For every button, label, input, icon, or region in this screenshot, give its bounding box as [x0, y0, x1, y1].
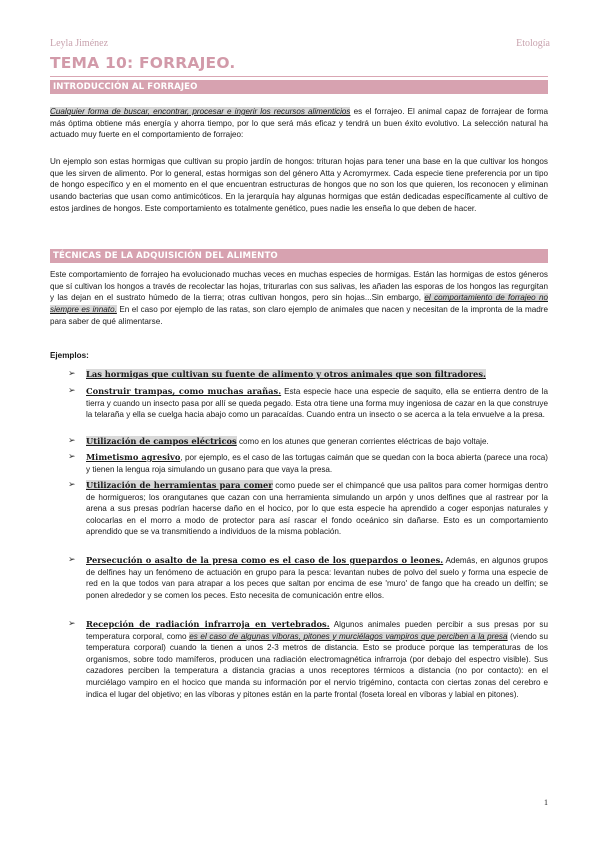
title-divider [50, 76, 548, 77]
list-item [86, 369, 548, 381]
highlighted-infrared-animals: es el caso de algunas víboras, pitones y murciélagos vampiros que perciben a la presa [189, 631, 508, 641]
list-item-text: Esta especie hace una especie de saquito, ella se entierra dentro de la tierra y cuando un insecto pasa por allí se queda pegado. Esta otra tiene una forma muy ingeniosa de cazar en la que construye la telaraña y ella se cuelga hacia abajo como un paracaídas. Cuando entra un insecto o se acerca a la tela envuelve a la presa. [86, 387, 548, 420]
list-item-lead: Utilización de campos eléctricos [86, 436, 237, 446]
list-item [86, 619, 548, 700]
list-item-text: Además, en algunos grupos de delfines hay un fenómeno de actuación en grupo para la pesca: levantan nubes de polvo del suelo y forma una especie de red en la que todos van para atrapar a los peces que saltan por encima de ese 'muro' de fango que ha creado un delfín; se ponen alrededor y se comen los peces. Esto necesita de comunicación entre ellos. [86, 556, 548, 600]
list-item [86, 480, 548, 538]
page-title: TEMA 10: FORRAJEO. [50, 54, 236, 72]
intro-paragraph-1 [50, 106, 548, 141]
page-number: 1 [544, 798, 548, 807]
arrow-bullet-icon: ➢ [68, 618, 76, 628]
list-item-text: como puede ser el chimpancé que usa palitos para comer hormigas dentro de hormigueros; los orangutanes que cazan con una herramienta simulando un arpón y unos delfines que al rastrear por la arena a sus presas podrían hacerse daño en el hocico, por lo que esta especie ha aprendido a coger esponjas naturales y colocarlas en el morro a modo de protector para así rascar el fondo oceánico sin dañarse. Esto es un comportamiento aprendido que se va transmitiendo a individuos de la misma población. [86, 481, 548, 537]
arrow-bullet-icon: ➢ [68, 435, 76, 445]
section-heading-techniques: TÉCNICAS DE LA ADQUISICIÓN DEL ALIMENTO [50, 249, 548, 263]
list-item [86, 436, 548, 448]
list-item-lead: Las hormigas que cultivan su fuente de alimento y otros animales que son filtradores. [86, 369, 486, 379]
list-item-lead: Mimetismo agresivo [86, 452, 181, 462]
header-author: Leyla Jiménez [50, 38, 109, 49]
list-item-lead: Construir trampas, como muchas arañas. [86, 386, 282, 396]
intro-paragraph-2: Un ejemplo son estas hormigas que cultivan su propio jardín de hongos: trituran hojas para tener una base en la que cultivar los hongos que les sirven de alimento. Por lo general, estas hormigas son del género Atta y Acromyrmex. Cada especie tiene preferencia por un tipo de hongo específico y en el momento en el que encuentran estructuras de hongos que no son los que quieren, los reconocen y eliminan usando bacterias que usan como antimicóticos. En la jerarquía hay algunas hormigas que están dedicadas específicamente al cultivo de estos jardines de hongos. Este comportamiento es totalmente genético, pues nadie les enseña lo que deben de hacer. [50, 157, 548, 213]
arrow-bullet-icon: ➢ [68, 479, 76, 489]
arrow-bullet-icon: ➢ [68, 385, 76, 395]
list-item-lead: Utilización de herramientas para comer [86, 480, 273, 490]
list-item-lead: Persecución o asalto de la presa como es el caso de los guepardos o leones. [86, 555, 444, 565]
header-subject: Etología [516, 38, 550, 49]
list-item-lead: Recepción de radiación infrarroja en vertebrados. [86, 619, 330, 629]
intro-paragraph-1-text: es el forrajeo. El animal capaz de forrajear de forma más óptima obtiene más energía y ahorra tiempo, por lo que será más eficaz y tendrá un buen éxito evolutivo. La selección natural ha actuado muy fuerte en el comportamiento de forrajeo: [50, 107, 548, 140]
examples-label: Ejemplos: [50, 351, 89, 360]
arrow-bullet-icon: ➢ [68, 451, 76, 461]
highlighted-definition: Cualquier forma de buscar, encontrar, procesar e ingerir los recursos alimenticios [50, 107, 351, 116]
section-heading-intro: INTRODUCCIÓN AL FORRAJEO [50, 80, 548, 94]
list-item [86, 452, 548, 475]
techniques-paragraph-text-a: Este comportamiento de forrajeo ha evolucionado muchas veces en muchas especies de hormigas. Están las hormigas de estos géneros que sí cultivan los hongos a través de recolectar las hojas, triturarlas con sus salivas, les añaden las esporas de los hongos las regurgitan y las dejan en el sustrato húmedo de la tierra; otras cultivan hongos, pero sin hojas...Sin embargo, [50, 270, 548, 303]
list-item [86, 386, 548, 421]
list-item [86, 555, 548, 601]
list-item-text: como en los atunes que generan corrientes eléctricas de bajo voltaje. [236, 437, 489, 446]
techniques-paragraph-text-b: En el caso por ejemplo de las ratas, son claro ejemplo de animales que nacen y necesitan de la impronta de la madre para saber de qué alimentarse. [50, 305, 549, 326]
list-item-text: , por ejemplo, es el caso de las tortugas caimán que se quedan con la boca abierta (parece una roca) y tienen la lengua roja simulando un gusano para que vaya la presa. [86, 453, 548, 474]
arrow-bullet-icon: ➢ [68, 554, 76, 564]
list-item-text-b: (viendo su temperatura corporal) cuando la tienen a unos 2-3 metros de distancia. Esto se produce porque las temperaturas de los organismos, sobre todo mamíferos, producen una radiación electromagnética infrarroja (por debajo del espectro visible). Sus cazadores perciben la temperatura a distancia gracias a unos receptores térmicos a distancia (no por contacto): en el murciélago vampiro en el hocico que manda su información por el nervio trigémino, contacta con ciertas zonas del cerebro e indica el lugar del objetivo; en las víboras y pitones están en la parte frontal (foseta loreal en víboras y labial en pitones). [86, 631, 549, 699]
arrow-bullet-icon: ➢ [68, 368, 76, 378]
highlighted-not-innate: el comportamiento de forrajeo no siempre es innato. [50, 293, 548, 315]
techniques-paragraph [50, 269, 548, 328]
list-item-text-a: Algunos animales pueden percibir a sus presas por su temperatura corporal, como [86, 620, 549, 641]
